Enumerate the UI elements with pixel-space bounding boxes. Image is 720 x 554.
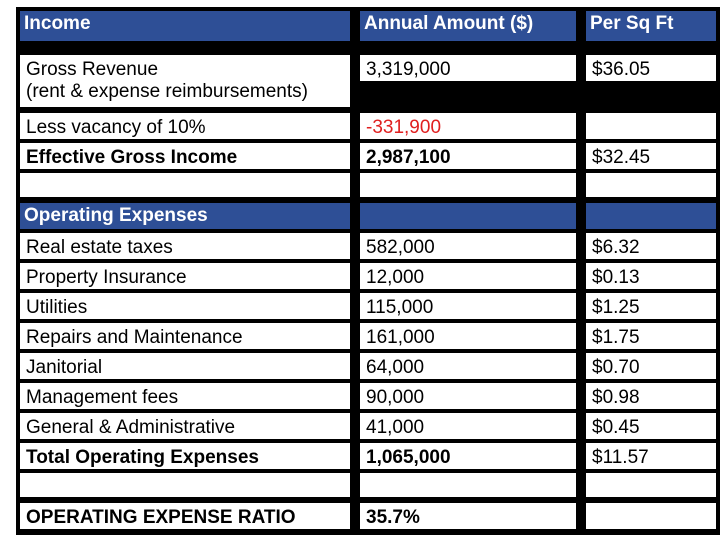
empty-cell — [586, 173, 716, 197]
row-label: Effective Gross Income — [20, 143, 350, 169]
total-expenses-amount: 1,065,000 — [360, 443, 576, 469]
expense-amount: 41,000 — [360, 413, 576, 439]
row-per-sq-ft: $36.05 — [586, 55, 716, 81]
expense-amount: 90,000 — [360, 383, 576, 409]
expense-label: Management fees — [20, 383, 350, 409]
expense-ratio-label: OPERATING EXPENSE RATIO — [20, 503, 350, 529]
empty-cell — [20, 173, 350, 197]
row-per-sq-ft: $32.45 — [586, 143, 716, 169]
empty-cell — [360, 473, 576, 497]
expense-label: Property Insurance — [20, 263, 350, 289]
expense-label: Utilities — [20, 293, 350, 319]
empty-cell — [586, 473, 716, 497]
header-annual-amount: Annual Amount ($) — [360, 11, 576, 41]
row-label: Less vacancy of 10% — [20, 113, 350, 139]
expense-label: Real estate taxes — [20, 233, 350, 259]
expense-per-sq-ft: $1.25 — [586, 293, 716, 319]
expense-per-sq-ft: $0.45 — [586, 413, 716, 439]
expense-amount: 582,000 — [360, 233, 576, 259]
expense-ratio-per-sq-ft — [586, 503, 716, 529]
operating-expense-table — [16, 7, 720, 535]
total-expenses-per-sq-ft: $11.57 — [586, 443, 716, 469]
expense-amount: 115,000 — [360, 293, 576, 319]
empty-cell — [20, 473, 350, 497]
expense-label: General & Administrative — [20, 413, 350, 439]
row-label-line1: Gross Revenue — [26, 59, 159, 80]
expense-label: Repairs and Maintenance — [20, 323, 350, 349]
row-amount-negative: -331,900 — [360, 113, 576, 139]
header-income: Income — [20, 11, 350, 41]
expense-per-sq-ft: $0.70 — [586, 353, 716, 379]
header-per-sq-ft: Per Sq Ft — [586, 11, 716, 41]
section-operating-expenses: Operating Expenses — [20, 203, 350, 229]
expense-amount: 64,000 — [360, 353, 576, 379]
expense-per-sq-ft: $0.98 — [586, 383, 716, 409]
expense-label: Janitorial — [20, 353, 350, 379]
empty-cell — [360, 173, 576, 197]
expense-per-sq-ft: $1.75 — [586, 323, 716, 349]
expense-per-sq-ft: $6.32 — [586, 233, 716, 259]
expense-amount: 12,000 — [360, 263, 576, 289]
total-expenses-label: Total Operating Expenses — [20, 443, 350, 469]
row-amount: 3,319,000 — [360, 55, 576, 81]
expense-per-sq-ft: $0.13 — [586, 263, 716, 289]
section-header-blank — [360, 203, 576, 229]
row-amount: 2,987,100 — [360, 143, 576, 169]
expense-ratio-value: 35.7% — [360, 503, 576, 529]
row-per-sq-ft — [586, 113, 716, 139]
expense-amount: 161,000 — [360, 323, 576, 349]
row-label-line2: (rent & expense reimbursements) — [26, 81, 308, 102]
section-header-blank — [586, 203, 716, 229]
row-label — [20, 55, 350, 107]
